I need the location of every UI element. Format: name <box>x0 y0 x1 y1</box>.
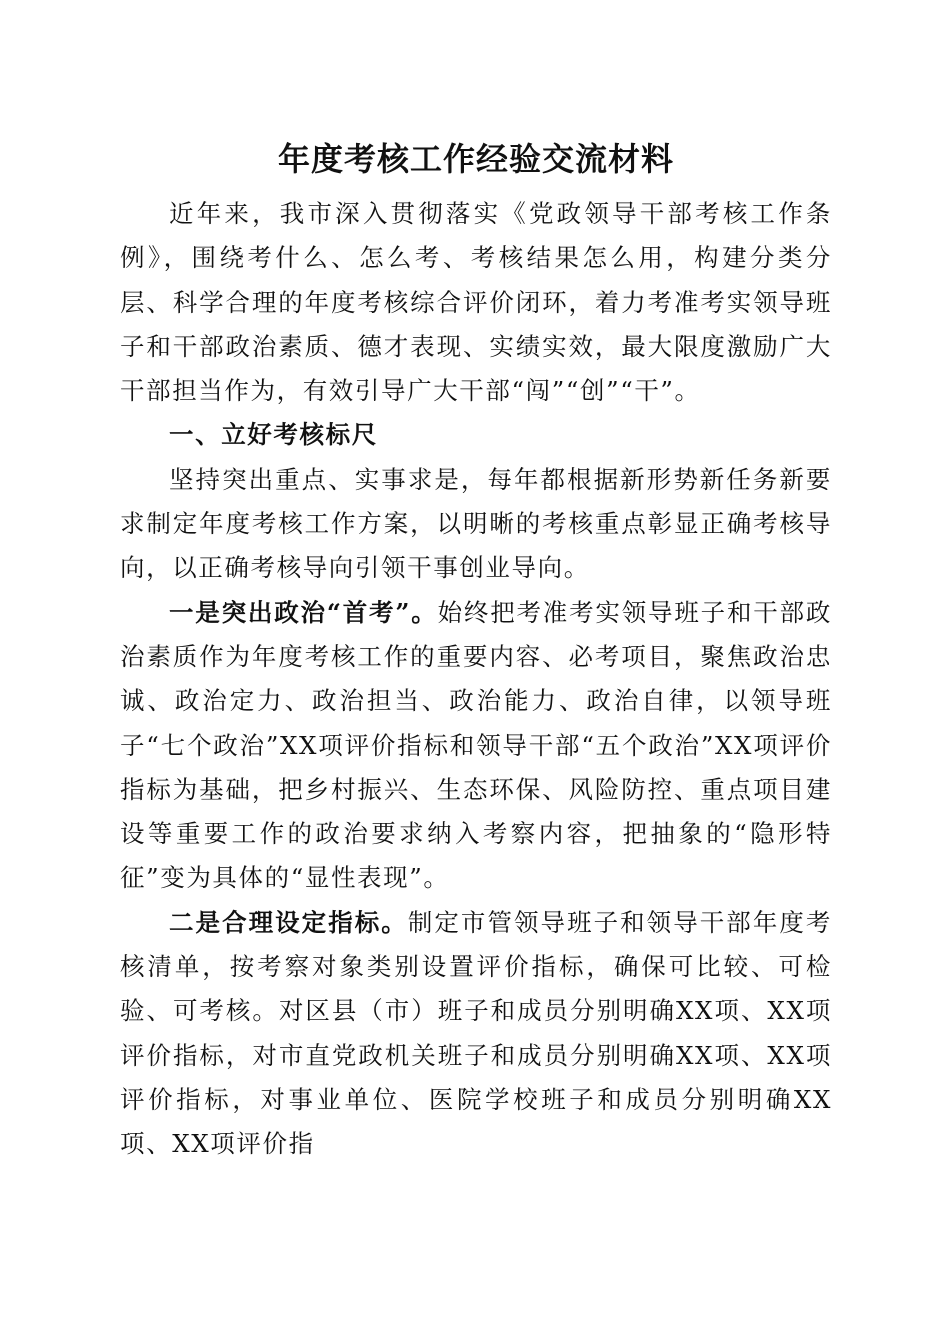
point-one-text: 始终把考准考实领导班子和干部政治素质作为年度考核工作的重要内容、必考项目，聚焦政治忠诚、政治定力、政治担当、政治能力、政治自律，以领导班子“七个政治”XX项评价指标和领导干部“五个政治”XX项评价指标为基础，把乡村振兴、生态环保、风险防控、重点项目建设等重要工作的政治要求纳入考察内容，把抽象的“隐形特征”变为具体的“显性表现”。 <box>120 597 832 893</box>
point-one-paragraph <box>120 591 832 901</box>
point-two-text: 制定市管领导班子和领导干部年度考核清单，按考察对象类别设置评价指标，确保可比较、可检验、可考核。对区县（市）班子和成员分别明确XX项、XX项评价指标，对市直党政机关班子和成员分别明确XX项、XX项评价指标，对事业单位、医院学校班子和成员分别明确XX项、XX项评价指 <box>120 907 832 1159</box>
section-heading: 一、立好考核标尺 <box>169 420 378 450</box>
point-one-lead: 一是突出政治“首考”。 <box>169 597 438 627</box>
document-page <box>120 130 832 1167</box>
intro-paragraph: 近年来，我市深入贯彻落实《党政领导干部考核工作条例》，围绕考什么、怎么考、考核结果怎么用，构建分类分层、科学合理的年度考核综合评价闭环，着力考准考实领导班子和干部政治素质、德才表现、实绩实效，最大限度激励广大干部担当作为，有效引导广大干部“闯”“创”“干”。 <box>120 199 832 406</box>
point-two-paragraph <box>120 901 832 1167</box>
document-title: 年度考核工作经验交流材料 <box>277 140 674 178</box>
point-two-lead: 二是合理设定指标。 <box>169 907 408 937</box>
section-body-paragraph: 坚持突出重点、实事求是，每年都根据新形势新任务新要求制定年度考核工作方案，以明晰的考核重点彰显正确考核导向，以正确考核导向引领干事创业导向。 <box>120 464 832 583</box>
